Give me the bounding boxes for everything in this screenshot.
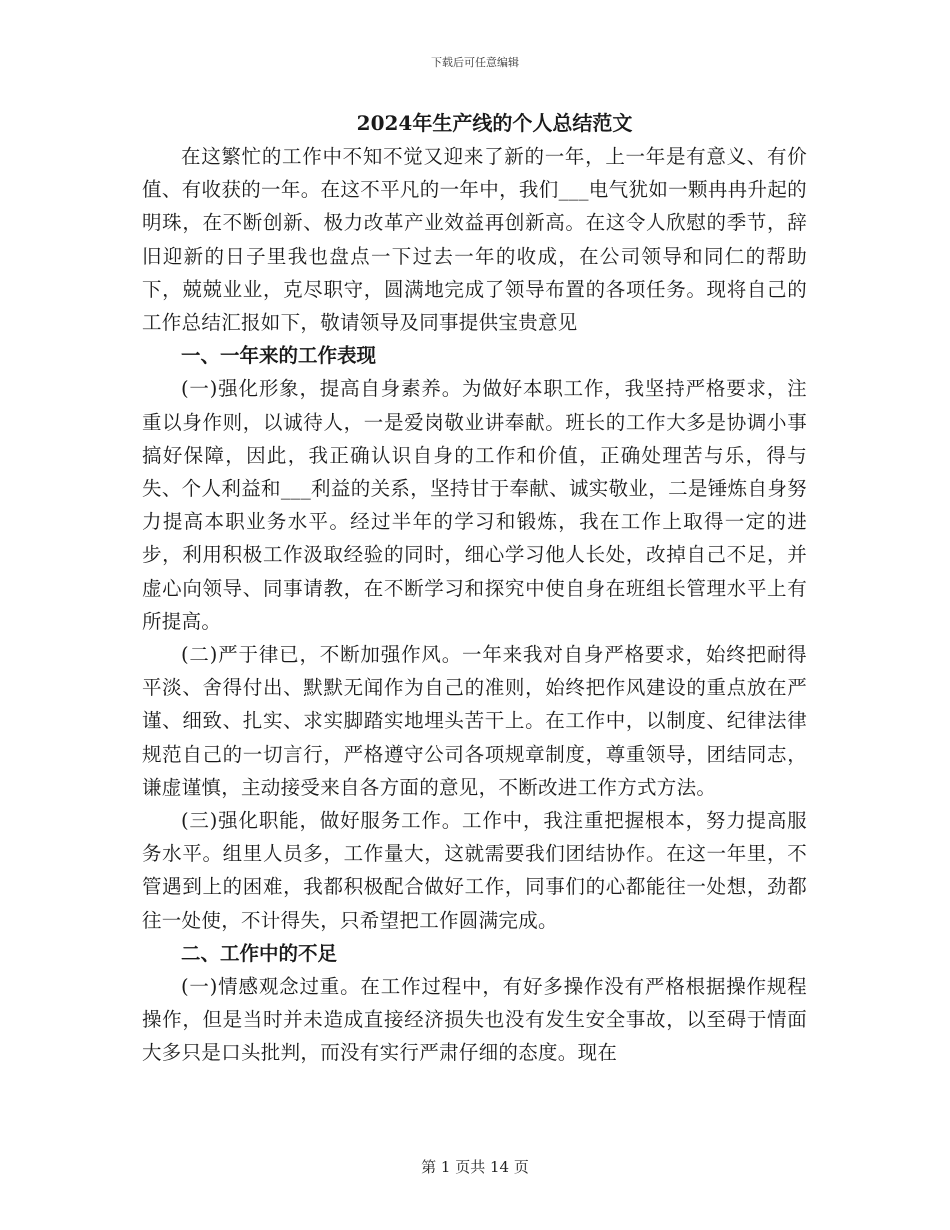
section-heading-2: 二、工作中的不足 [181,941,338,965]
section1-paragraph-3: (三)强化职能，做好服务工作。工作中，我注重把握根本，努力提高服务水平。组里人员多，工作量大，这就需要我们团结协作。在这一年里，不管遇到上的困难，我都积极配合做好工作，同事们的心都能往一处想，劲都往一处使，不计得失，只希望把工作圆满完成。 [142,809,807,932]
section1-paragraph-1: (一)强化形象，提高自身素养。为做好本职工作，我坚持严格要求，注重以身作则，以诚待人，一是爱岗敬业讲奉献。班长的工作大多是协调小事搞好保障，因此，我正确认识自身的工作和价值，正确处理苦与乐，得与失、个人利益和___利益的关系，坚持甘于奉献、诚实敬业，二是锤炼自身努力提高本职业务水平。经过半年的学习和锻炼，我在工作上取得一定的进步，利用积极工作汲取经验的同时，细心学习他人长处，改掉自己不足，并虚心向领导、同事请教，在不断学习和探究中使自身在班组长管理水平上有所提高。 [142,377,807,633]
page-footer: 第 1 页共 14 页 [421,1158,529,1176]
intro-paragraph: 在这繁忙的工作中不知不觉又迎来了新的一年，上一年是有意义、有价值、有收获的一年。在这不平凡的一年中，我们___电气犹如一颗冉冉升起的明珠，在不断创新、极力改革产业效益再创新高。在这令人欣慰的季节，辞旧迎新的日子里我也盘点一下过去一年的收成，在公司领导和同仁的帮助下，兢兢业业，克尽职守，圆满地完成了领导布置的各项任务。现将自己的工作总结汇报如下，敬请领导及同事提供宝贵意见 [142,145,807,335]
document-title: 2024年生产线的个人总结范文 [356,111,633,135]
section2-paragraph-1: (一)情感观念过重。在工作过程中，有好多操作没有严格根据操作规程操作，但是当时并未造成直接经济损失也没有发生安全事故，以至碍于情面大多只是口头批判，而没有实行严肃仔细的态度。现在 [142,975,807,1065]
section-heading-1: 一、一年来的工作表现 [181,344,377,368]
section1-paragraph-2: (二)严于律已，不断加强作风。一年来我对自身严格要求，始终把耐得平淡、舍得付出、默默无闻作为自己的准则，始终把作风建设的重点放在严谨、细致、扎实、求实脚踏实地埋头苦干上。在工作中，以制度、纪律法律规范自己的一切言行，严格遵守公司各项规章制度，尊重领导，团结同志，谦虚谨慎，主动接受来自各方面的意见，不断改进工作方式方法。 [142,643,807,799]
page-header: 下载后可任意编辑 [431,56,519,69]
document-body [142,108,807,1070]
